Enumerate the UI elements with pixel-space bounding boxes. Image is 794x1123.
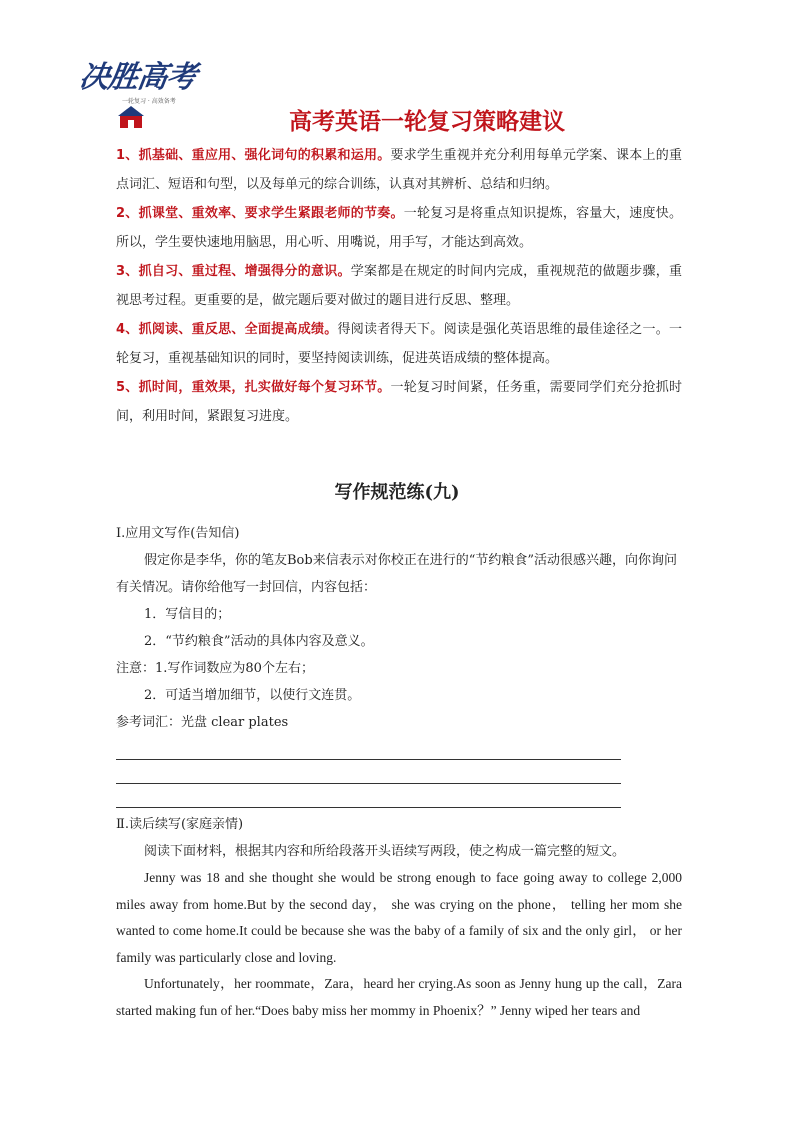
part1-note: 2．可适当增加细节，以使行文连贯。 xyxy=(144,688,361,703)
part1-vocab: 参考词汇：光盘 clear plates xyxy=(116,715,289,730)
part2-heading: Ⅱ.读后续写(家庭亲情) xyxy=(116,817,244,832)
part1-item: 2．“节约粮食”活动的具体内容及意义。 xyxy=(144,634,374,649)
tip-body: 一轮复习是将重点知识提炼，容量大，速度快。所以，学生要快速地用脑思，用心听、用嘴说，用手写，才能达到高效。 xyxy=(116,206,682,250)
tips-list xyxy=(116,141,682,431)
logo-text: 决胜高考 xyxy=(77,60,198,95)
answer-line[interactable] xyxy=(116,760,621,784)
tip-body: 学案都是在规定的时间内完成，重视规范的做题步骤，重视思考过程。更重要的是，做完题后要对做过的题目进行反思、整理。 xyxy=(116,264,682,308)
part1-note: 注意：1.写作词数应为80个左右； xyxy=(116,661,314,676)
part2-instruction: 阅读下面材料，根据其内容和所给段落开头语续写两段，使之构成一篇完整的短文。 xyxy=(144,844,626,859)
exercise-content xyxy=(116,520,682,1024)
tip-lead: 4、抓阅读、重反思、全面提高成绩。 xyxy=(116,322,338,337)
page-title: 高考英语一轮复习策略建议 xyxy=(289,109,565,135)
tip-item xyxy=(116,199,682,257)
tip-body: 要求学生重视并充分利用每单元学案、课本上的重点词汇、短语和句型，以及每单元的综合训练，认真对其辨析、总结和归纳。 xyxy=(116,148,682,192)
passage-paragraph: Jenny was 18 and she thought she would be strong enough to face going away to college 2,000 miles away from home.But by the second day， she was crying on the phone， telling her mom she wanted to come home.It could be because she was the baby of a family of six and the only girl， or her family was particularly close and loving. xyxy=(116,870,682,965)
part1-heading: Ⅰ.应用文写作(告知信) xyxy=(116,526,240,541)
tip-lead: 2、抓课堂、重效率、要求学生紧跟老师的节奏。 xyxy=(116,206,404,221)
tip-item xyxy=(116,257,682,315)
tip-lead: 1、抓基础、重应用、强化词句的积累和运用。 xyxy=(116,148,391,163)
part1-prompt: 假定你是李华，你的笔友Bob来信表示对你校正在进行的“节约粮食”活动很感兴趣，向你询问有关情况。请你给他写一封回信，内容包括： xyxy=(116,553,677,595)
answer-line[interactable] xyxy=(116,736,621,760)
logo-subtitle: 一轮复习 · 高效备考 xyxy=(122,98,176,105)
tip-lead: 5、抓时间，重效果，扎实做好每个复习环节。 xyxy=(116,380,391,395)
part1-item: 1．写信目的； xyxy=(144,607,231,622)
tip-body: 一轮复习时间紧，任务重，需要同学们充分抢抓时间，利用时间，紧跟复习进度。 xyxy=(116,380,682,424)
answer-line[interactable] xyxy=(116,784,621,808)
tip-item xyxy=(116,141,682,199)
tip-item xyxy=(116,315,682,373)
section-title: 写作规范练(九) xyxy=(334,482,460,503)
passage-paragraph: Unfortunately，her roommate，Zara，heard her crying.As soon as Jenny hung up the call，Zara started making fun of her.“Does baby miss her mommy in Phoenix？” Jenny wiped her tears and xyxy=(116,976,682,1018)
tip-body: 得阅读者得天下。阅读是强化英语思维的最佳途径之一。一轮复习，重视基础知识的同时，要坚持阅读训练，促进英语成绩的整体提高。 xyxy=(116,322,682,366)
tip-lead: 3、抓自习、重过程、增强得分的意识。 xyxy=(116,264,351,279)
tip-item xyxy=(116,373,682,431)
